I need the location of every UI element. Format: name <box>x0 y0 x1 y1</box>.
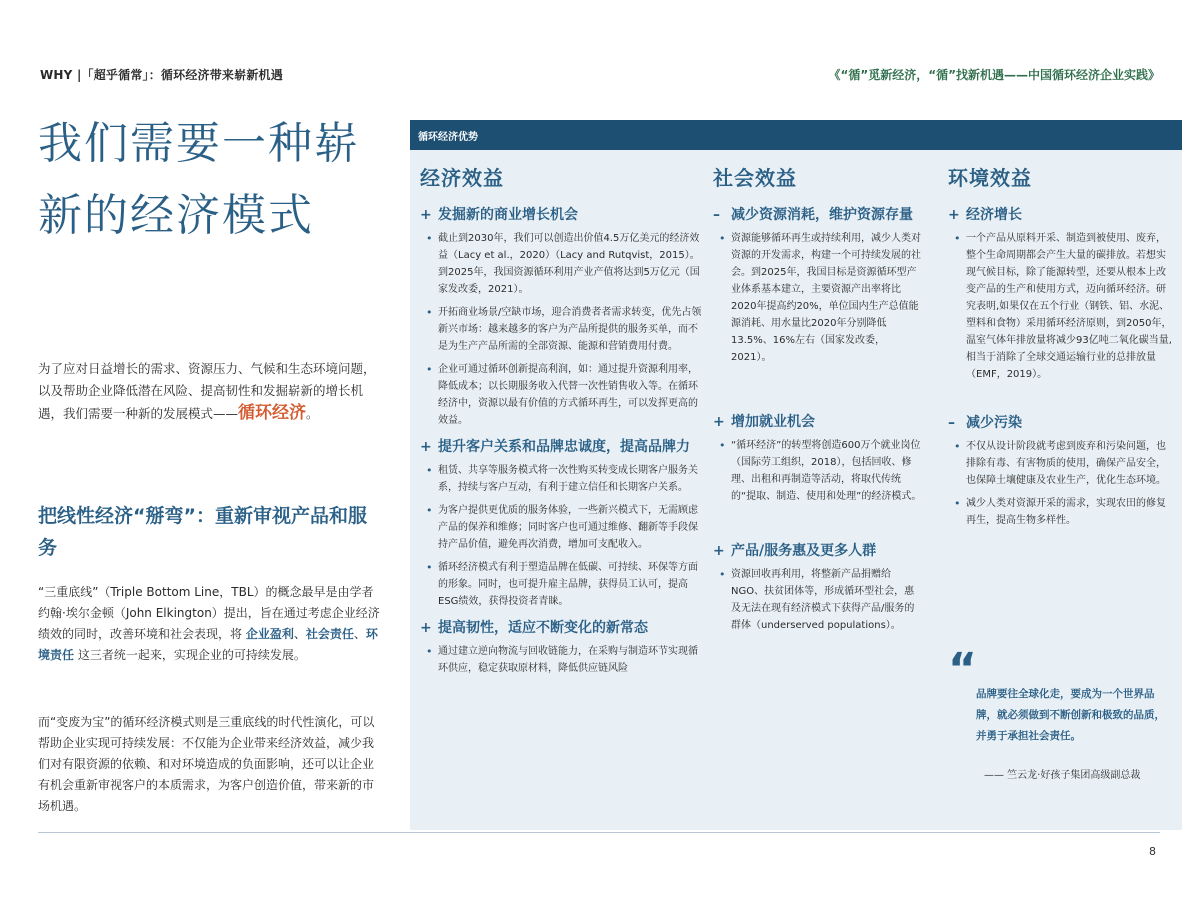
page-title: 我们需要一种崭新的经济模式 <box>38 118 360 241</box>
list-item: • “循环经济”的转型将创造600万个就业岗位（国际劳工组织，2018），包括回收、修理、出租和再制造等活动，将取代传统的“提取、制造、使用和处理”的经济模式。 <box>713 437 923 505</box>
bottom-divider-right <box>410 832 1160 833</box>
panel-header-bar <box>410 120 1182 150</box>
keyword-social: 社会责任 <box>305 627 354 641</box>
section-heading <box>713 541 923 562</box>
section-title: 提升客户关系和品牌忠诚度，提高品牌力 <box>438 439 690 455</box>
intro-end: 。 <box>306 406 319 421</box>
plus-icon: + <box>420 439 432 455</box>
bullet-list <box>420 462 705 610</box>
list-item: • 不仅从设计阶段就考虑到废弃和污染问题，也排除有毒、有害物质的使用，确保产品安全，也保障土壤健康及农业生产，优化生态环境。 <box>948 438 1172 489</box>
intro-highlight: 循环经济 <box>238 403 307 423</box>
intro-paragraph <box>38 358 383 425</box>
quote-text: 品牌要往全球化走，要成为一个世界品牌，就必须做到不断创新和极致的品质，并勇于承担社会责任。 <box>976 688 1165 742</box>
section-title: 减少资源消耗，维护资源存量 <box>731 207 913 223</box>
page-number: 8 <box>1149 845 1156 858</box>
section-title: 发掘新的商业增长机会 <box>438 207 578 223</box>
section-growth <box>420 205 705 429</box>
list-item: • 企业可通过循环创新提高利润，如：通过提升资源利用率，降低成本；以长期服务收入代替一次性销售收入等。在循环经济中，资源以最有价值的方式循环再生，可以发挥更高的效益。 <box>420 361 705 429</box>
section-brand <box>420 437 705 610</box>
section-inclusion <box>713 541 923 634</box>
column-environment <box>948 162 1172 537</box>
tbl-sep-2: 、 <box>353 627 366 641</box>
tbl-paragraph <box>38 582 383 666</box>
section-subtitle: 把线性经济“掰弯”：重新审视产品和服务 <box>38 505 367 559</box>
plus-icon: + <box>420 207 432 223</box>
section-econ-growth <box>948 205 1172 383</box>
list-item: • 循环经济模式有利于塑造品牌在低碳、可持续、环保等方面的形象。同时，也可提升雇主品牌，获得员工认可，提高ESG绩效，获得投资者青睐。 <box>420 559 705 610</box>
advantages-panel <box>410 120 1182 830</box>
section-resilience <box>420 618 705 677</box>
section-heading <box>948 413 1172 434</box>
list-item: • 通过建立逆向物流与回收链能力，在采购与制造环节实现循环供应，稳定获取原材料，降低供应链风险 <box>420 643 705 677</box>
plus-icon: + <box>420 620 432 636</box>
list-item: • 开拓商业场景/空缺市场，迎合消费者者需求转变，优先占领新兴市场：越来越多的客户为产品所提供的服务买单，而不是为生产产品所需的全部资源、能源和营销费用付费。 <box>420 304 705 355</box>
quote-author: —— 竺云龙·好孩子集团高级副总裁 <box>984 770 1141 781</box>
bullet-list <box>420 643 705 677</box>
section-title: 增加就业机会 <box>731 414 815 430</box>
bullet-list <box>713 566 923 634</box>
bullet-list <box>713 230 923 366</box>
column-heading-environment: 环境效益 <box>948 166 1032 190</box>
list-item: • 减少人类对资源开采的需求，实现农田的修复再生，提高生物多样性。 <box>948 495 1172 529</box>
quote-mark-icon: “ <box>948 644 977 695</box>
plus-icon: + <box>713 543 725 559</box>
intro-text: 为了应对日益增长的需求、资源压力、气候和生态环境问题，以及帮助企业降低潜在风险、提高韧性和发掘崭新的增长机遇，我们需要一种新的发展模式—— <box>38 361 376 421</box>
keyword-profit: 企业盈利 <box>245 627 294 641</box>
header-left-title: WHY |「超乎循常」：循环经济带来崭新机遇 <box>40 68 283 82</box>
section-title: 减少污染 <box>966 415 1022 431</box>
section-title: 经济增长 <box>966 207 1022 223</box>
minus-icon: – <box>713 207 720 223</box>
list-item: • 一个产品从原料开采、制造到被使用、废弃，整个生命周期都会产生大量的碳排放。若想实现气候目标，除了能源转型，还要从根本上改变产品的生产和使用方式，迈向循环经济。研究表明,如果仅在五个行业（钢铁、铝、水泥、塑料和食物）采用循环经济原则，到2050年，温室气体年排放量将减少93亿吨二氧化碳当量,相当于消除了全球交通运输行业的总排放量（EMF，2019）。 <box>948 230 1172 383</box>
plus-icon: + <box>713 414 725 430</box>
bullet-list <box>948 230 1172 383</box>
section-heading <box>420 205 705 226</box>
column-social <box>713 162 923 642</box>
keyword-environment: 环境责任 <box>38 627 378 662</box>
circular-paragraph: 而“变废为宝”的循环经济模式则是三重底线的时代性演化，可以帮助企业实现可持续发展：不仅能为企业带来经济效益，减少我们对有限资源的依赖、和对环境造成的负面影响，还可以让企业有机会重新审视客户的本质需求，为客户创造价值，带来新的市场机遇。 <box>38 715 375 813</box>
column-heading-social: 社会效益 <box>713 166 797 190</box>
bullet-list <box>948 438 1172 529</box>
bullet-list <box>713 437 923 505</box>
section-resources <box>713 205 923 366</box>
column-heading-economic: 经济效益 <box>420 166 504 190</box>
section-heading <box>713 412 923 433</box>
tbl-text-a: “三重底线”（Triple Bottom Line，TBL）的概念最早是由学者约翰·埃尔金顿（John Elkington）提出，旨在通过考虑企业经济绩效的同时，改善环境和社会表现，将 <box>38 585 380 641</box>
section-title: 产品/服务惠及更多人群 <box>731 543 877 559</box>
tbl-text-b: 这三者统一起来，实现企业的可持续发展。 <box>74 648 306 662</box>
minus-icon: – <box>948 415 955 431</box>
tbl-sep-1: 、 <box>293 627 306 641</box>
section-jobs <box>713 412 923 505</box>
bottom-divider-left <box>38 832 410 833</box>
header-right-title: 《“循”觅新经济，“循”找新机遇——中国循环经济企业实践》 <box>828 68 1160 82</box>
bullet-list <box>420 230 705 429</box>
list-item: • 租赁、共享等服务模式将一次性购买转变成长期客户服务关系，持续与客户互动，有利于建立信任和长期客户关系。 <box>420 462 705 496</box>
section-pollution <box>948 413 1172 529</box>
plus-icon: + <box>948 207 960 223</box>
list-item: • 截止到2030年，我们可以创造出价值4.5万亿美元的经济效益（Lacy et al.，2020）（Lacy and Rutqvist，2015）。到2025年，我国资源循环利用产业产值将达到5万亿元（国家发改委，2021）。 <box>420 230 705 298</box>
section-heading <box>420 618 705 639</box>
column-economic <box>420 162 705 685</box>
section-heading <box>948 205 1172 226</box>
list-item: • 资源能够循环再生或持续利用，减少人类对资源的开发需求，构建一个可持续发展的社会。到2025年，我国目标是资源循环型产业体系基本建立，主要资源产出率将比2020年提高约20%，单位国内生产总值能源消耗、用水量比2020年分别降低13.5%、16%左右（国家发改委，2021）。 <box>713 230 923 366</box>
section-title: 提高韧性，适应不断变化的新常态 <box>438 620 648 636</box>
panel-label: 循环经济优势 <box>418 132 478 143</box>
section-heading <box>713 205 923 226</box>
section-heading <box>420 437 705 458</box>
list-item: • 资源回收再利用，将整新产品捐赠给NGO、扶贫团体等，形成循环型社会，惠及无法在现有经济模式下获得产品/服务的群体（underserved populations）。 <box>713 566 923 634</box>
list-item: • 为客户提供更优质的服务体验，一些新兴模式下，无需顾虑产品的保养和维修；同时客户也可通过维修、翻新等手段保持产品价值，避免再次消费，增加可支配收入。 <box>420 502 705 553</box>
